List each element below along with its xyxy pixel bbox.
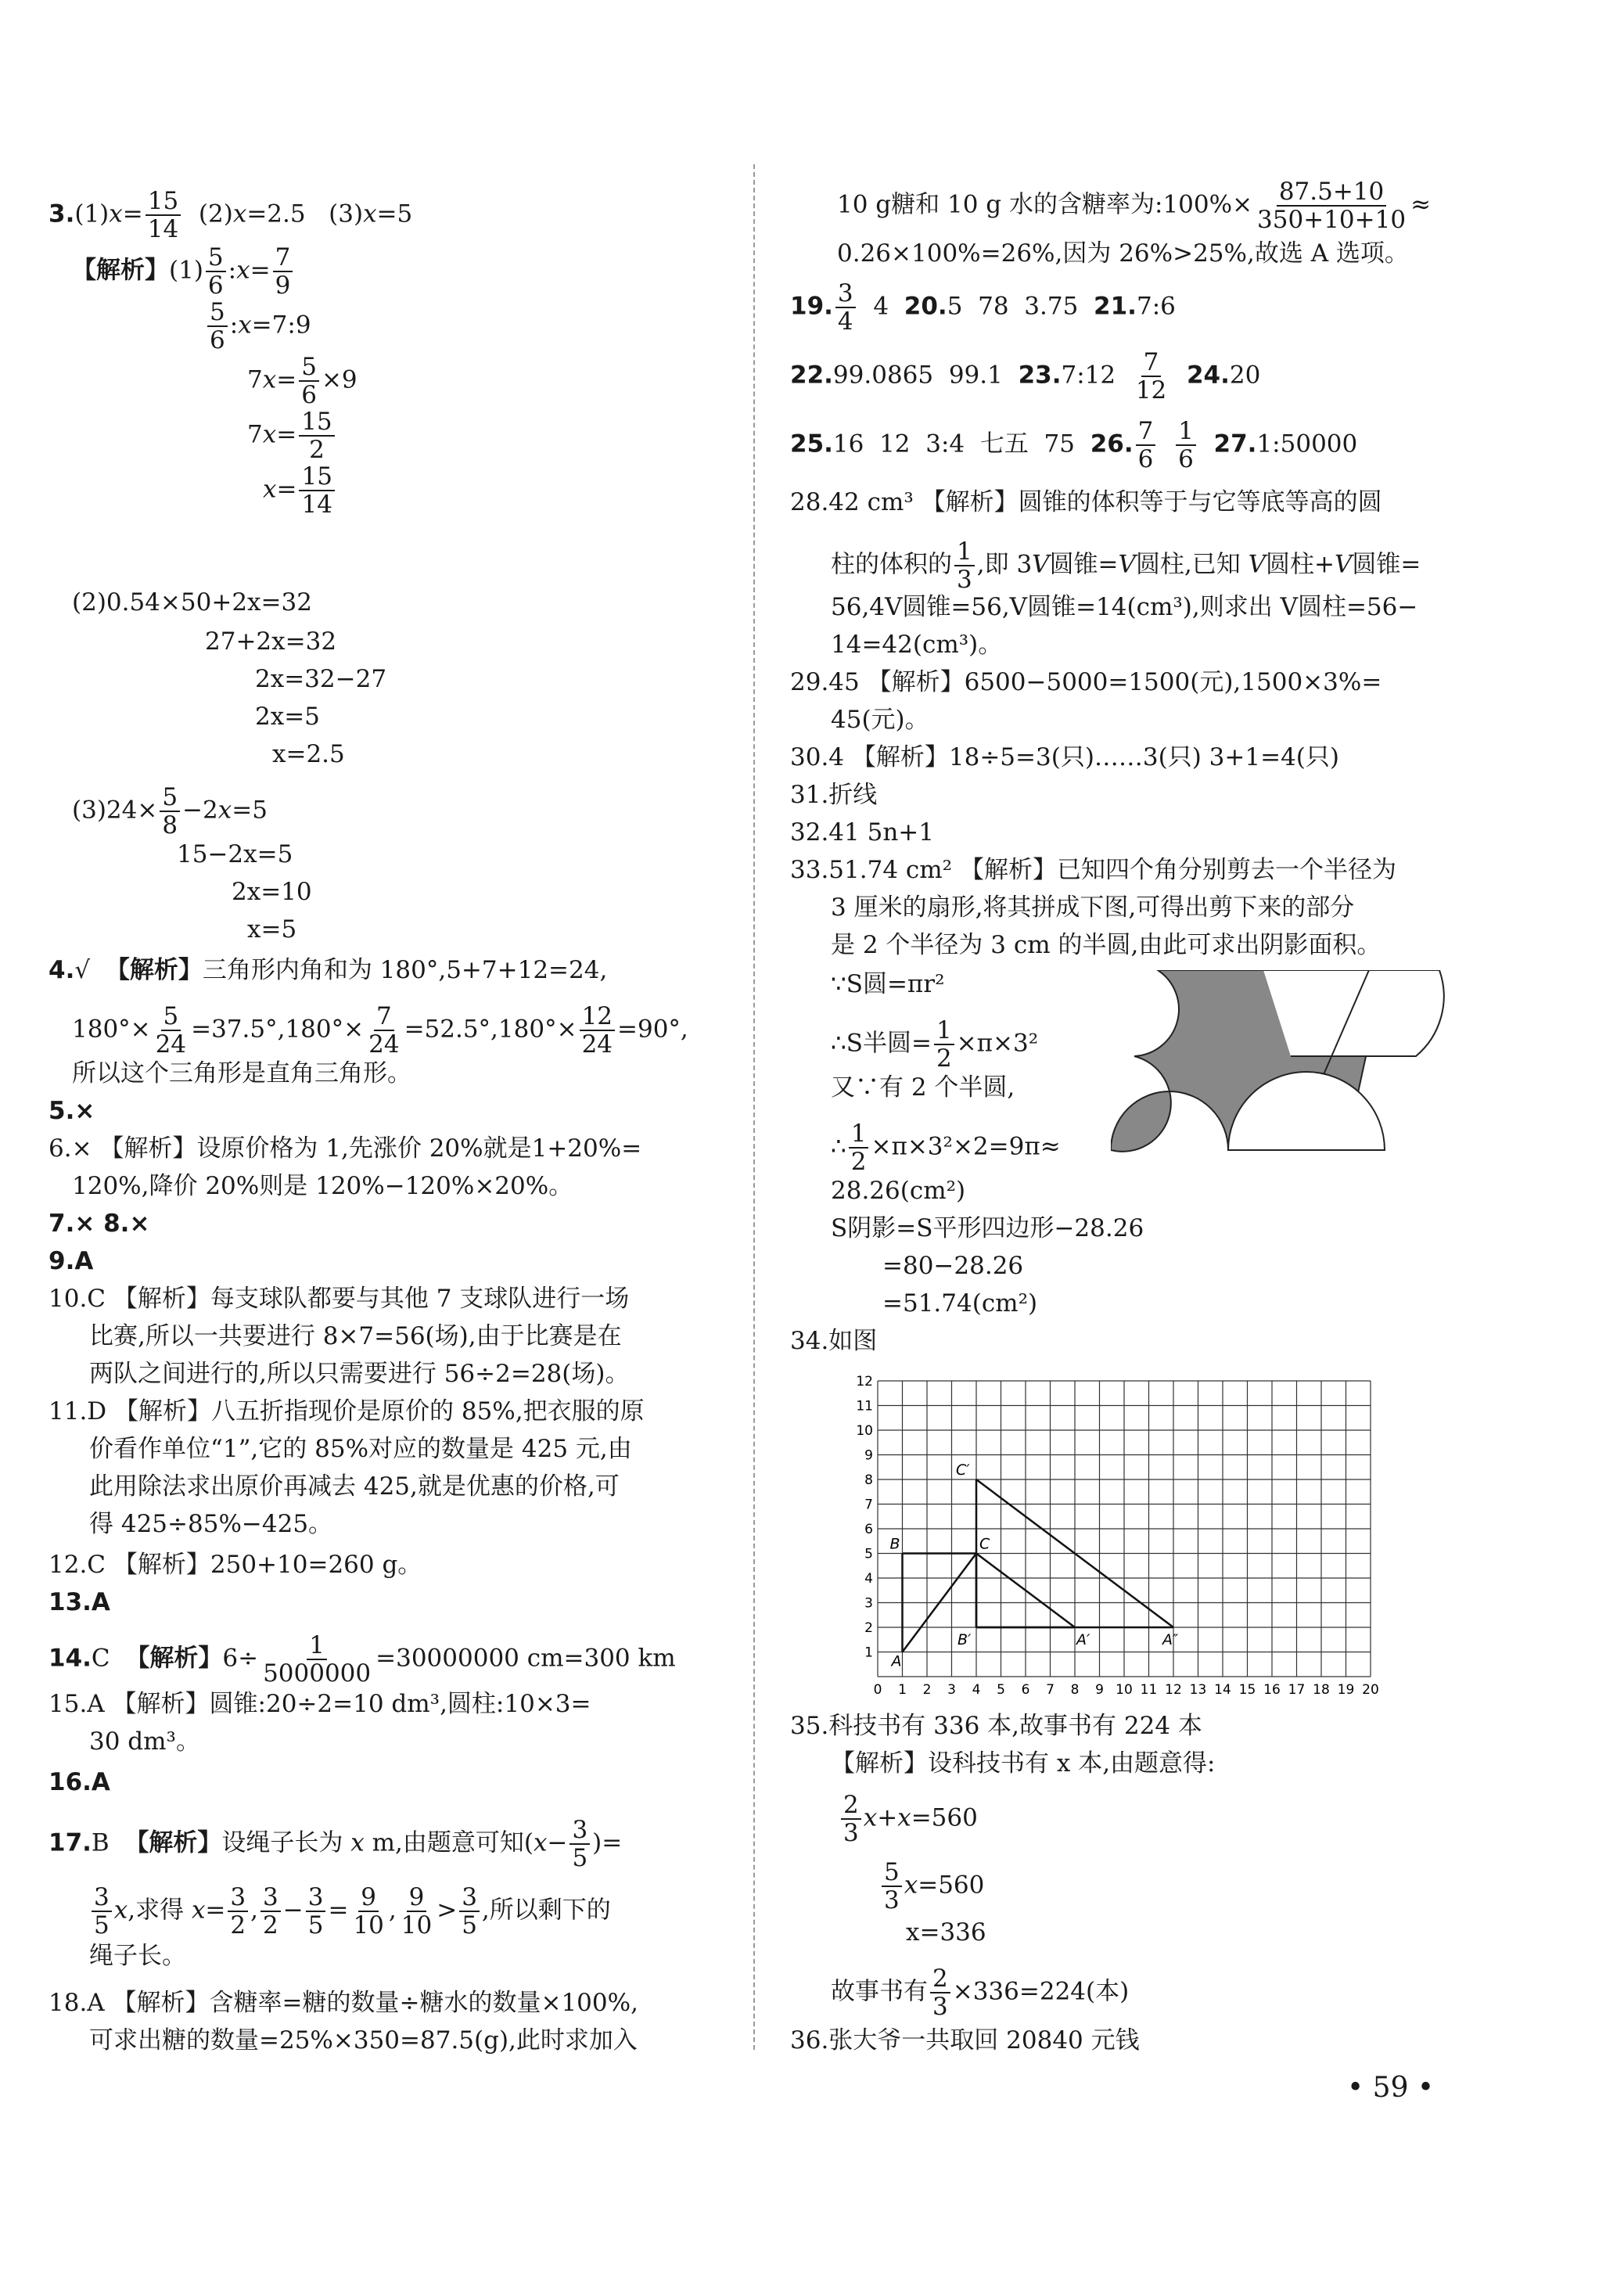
q28-line1: 28.42 cm³ 【解析】圆锥的体积等于与它等底等高的圆 [790,488,1382,516]
q10-line3: 两队之间进行的,所以只需要进行 56÷2=28(场)。 [89,1360,630,1388]
q32: 32.41 5n+1 [790,818,934,847]
q15-line1: 15.A 【解析】圆锥:20÷2=10 dm³,圆柱:10×3= [49,1690,591,1718]
point-label: A″ [1162,1631,1179,1648]
q29-line1: 29.45 【解析】6500−5000=1500(元),1500×3%= [790,668,1382,696]
q3-jiexi: 【解析】(1) $\frac{5}{6}$ :x= $\frac{7}{9}$ [72,244,295,299]
x-tick-label: 7 [1046,1682,1055,1698]
x-tick-label: 14 [1214,1682,1231,1698]
q33-line9: S阴影=S平形四边形−28.26 [831,1214,1144,1242]
q35-line1: 35.科技书有 336 本,故事书有 224 本 [790,1712,1202,1740]
q3-step1: $\frac{5}{6}$ :x=7:9 [205,299,311,354]
x-tick-label: 19 [1337,1682,1355,1698]
q3-p3-line3: 2x=10 [232,878,312,906]
x-tick-label: 9 [1095,1682,1104,1698]
q3-p2-line3: 2x=32−27 [255,665,387,693]
x-tick-label: 18 [1313,1682,1330,1698]
q5: 5.× [49,1097,95,1125]
q33-shaded-figure [1111,970,1455,1197]
y-tick-label: 6 [864,1522,873,1537]
q35-line6: 故事书有 $\frac{2}{3}$ ×336=224(本) [831,1965,1130,2021]
q28-line4: 14=42(cm³)。 [831,631,1003,659]
x-tick-label: 8 [1070,1682,1080,1698]
x-tick-label: 6 [1021,1682,1030,1698]
q3-p2-line4: 2x=5 [255,703,320,731]
q3-p3-line1: (3)24× $\frac{5}{8}$ −2x=5 [72,783,268,839]
q22-24: 22.99.0865 99.1 23.7:12 $\frac{7}{12}$ 24.20 [790,348,1261,404]
x-tick-label: 20 [1362,1682,1379,1698]
point-label: A [891,1652,902,1670]
q16: 16.A [49,1768,110,1796]
q34: 34.如图 [790,1327,878,1355]
q3-p3-line2: 15−2x=5 [177,840,293,868]
x-tick-label: 2 [922,1682,932,1698]
q18-line1: 18.A 【解析】含糖率=糖的数量÷糖水的数量×100%, [49,1989,638,2017]
q9: 9.A [49,1247,94,1275]
q3-p3-line4: x=5 [247,915,297,944]
x-tick-label: 10 [1116,1682,1133,1698]
q33-line4: ∵S圆=πr² [831,970,945,998]
y-tick-label: 1 [864,1645,873,1661]
q3-p2-line1: (2)0.54×50+2x=32 [72,588,312,617]
q13: 13.A [49,1588,110,1616]
q15-line2: 30 dm³。 [89,1727,200,1756]
point-label: C [979,1535,990,1553]
q17-line3: 绳子长。 [89,1942,186,1970]
q29-line2: 45(元)。 [831,706,929,734]
column-divider [753,164,755,2050]
q35-line4: $\frac{5}{3}$ x=560 [879,1859,984,1914]
q28-line3: 56,4V圆锥=56,V圆锥=14(cm³),则求出 V圆柱=56− [831,593,1418,621]
top-semicircle [1263,970,1444,1056]
q25-27: 25.16 12 3:4 七五 75 26. $\frac{7}{6}$ $\frac{1}{6}$ 27.1:50000 [790,417,1358,473]
q33-line7: ∴ $\frac{1}{2}$ ×π×3²×2=9π≈ [831,1120,1061,1176]
q17-line1: 17.B 【解析】设绳子长为 x m,由题意可知(x− $\frac{3}{5}$ )= [49,1816,623,1872]
q33-line3: 是 2 个半径为 3 cm 的半圆,由此可求出阴影面积。 [831,931,1381,959]
q30: 30.4 【解析】18÷5=3(只)……3(只) 3+1=4(只) [790,743,1339,771]
point-label: B [889,1535,900,1553]
y-tick-label: 3 [864,1595,873,1612]
point-label: C′ [956,1461,970,1479]
q3-step4: x= $\frac{15}{14}$ [263,463,337,518]
q33-line1: 33.51.74 cm² 【解析】已知四个角分别剪去一个半径为 [790,856,1396,884]
q33-line8: 28.26(cm²) [831,1177,966,1205]
q14: 14.C 【解析】6÷ $\frac{1}{5000000}$ =30000000 cm=300 km [49,1631,676,1688]
q4-line2: 180°× $\frac{5}{24}$ =37.5°,180°× $\frac{7}{24}$ =52.5°,180°× $\frac{12}{24}$ =90°, [72,1002,688,1059]
x-tick-label: 12 [1165,1682,1182,1698]
y-tick-label: 12 [856,1375,873,1389]
q3-p2-line2: 27+2x=32 [205,627,337,656]
r-line1: 10 g糖和 10 g 水的含糖率为:100%× $\frac{87.5+10}{350+10+10}$ ≈ [837,178,1432,234]
q3-step3: 7x= $\frac{15}{2}$ [247,408,337,463]
q4-line1: 4.√ 【解析】三角形内角和为 180°,5+7+12=24, [49,956,608,984]
x-tick-label: 4 [972,1682,981,1698]
q35-line5: x=336 [906,1918,986,1947]
r-line2: 0.26×100%=26%,因为 26%>25%,故选 A 选项。 [837,239,1409,268]
x-tick-label: 11 [1140,1682,1158,1698]
page-number: • 59 • [1347,2072,1435,2104]
y-tick-label: 2 [864,1620,873,1636]
q18-line2: 可求出糖的数量=25%×350=87.5(g),此时求加入 [89,2026,638,2055]
y-tick-label: 7 [864,1497,873,1513]
y-tick-label: 8 [864,1472,873,1488]
y-tick-label: 10 [856,1423,873,1439]
q6-line2: 120%,降价 20%则是 120%−120%×20%。 [72,1172,573,1200]
q33-line11: =51.74(cm²) [882,1289,1038,1318]
q12: 12.C 【解析】250+10=260 g。 [49,1551,422,1579]
q3-answer: 3.(1)x= $\frac{15}{14}$ (2)x=2.5 (3)x=5 [49,187,413,243]
q33-line5: ∴S半圆= $\frac{1}{2}$ ×π×3² [831,1016,1039,1073]
x-tick-label: 16 [1263,1682,1281,1698]
q33-line6: 又∵有 2 个半圆, [831,1073,1015,1102]
q11-line4: 得 425÷85%−425。 [89,1510,333,1538]
q33-line2: 3 厘米的扇形,将其拼成下图,可得出剪下来的部分 [831,893,1355,922]
q4-line3: 所以这个三角形是直角三角形。 [72,1059,411,1087]
q35-line3: $\frac{2}{3}$ x+x=560 [839,1792,978,1846]
coordinate-grid [854,1375,1425,1704]
q11-line3: 此用除法求出原价再减去 425,就是优惠的价格,可 [89,1472,620,1501]
q36: 36.张大爷一共取回 20840 元钱 [790,2026,1140,2055]
q3-step2: 7x= $\frac{5}{6}$ ×9 [247,353,357,409]
q11-line2: 价看作单位“1”,它的 85%对应的数量是 425 元,由 [89,1435,632,1463]
q19-21: 19. $\frac{3}{4}$ 4 20.5 78 3.75 21.7:6 [790,279,1176,336]
q35-line2: 【解析】设科技书有 x 本,由题意得: [831,1749,1216,1778]
x-tick-label: 3 [947,1682,956,1698]
q33-line10: =80−28.26 [882,1252,1024,1280]
x-tick-label: 17 [1288,1682,1306,1698]
q10-line2: 比赛,所以一共要进行 8×7=56(场),由于比赛是在 [89,1322,622,1350]
x-tick-label: 13 [1189,1682,1207,1698]
q6-line1: 6.× 【解析】设原价格为 1,先涨价 20%就是1+20%= [49,1134,642,1163]
q31: 31.折线 [790,781,878,809]
q28-line2: 柱的体积的 $\frac{1}{3}$ ,即 3V圆锥=V圆柱,已知 V圆柱+V圆锥= [831,537,1421,594]
q10-line1: 10.C 【解析】每支球队都要与其他 7 支球队进行一场 [49,1285,630,1313]
point-label: A′ [1076,1631,1090,1648]
q17-line2: $\frac{3}{5}$ x,求得 x= $\frac{3}{2}$ , $\frac{3}{2}$ − $\frac{3}{5}$ = $\frac{9}{10}$ , $\frac{9}{10}$ > $\frac{3}{5}$ ,所以剩下的 [89,1884,611,1939]
y-tick-label: 4 [864,1571,873,1587]
point-label: B′ [958,1631,972,1648]
y-tick-label: 11 [856,1398,873,1415]
y-tick-label: 5 [864,1546,873,1562]
y-tick-label: 9 [864,1447,873,1464]
x-tick-label: 1 [898,1682,907,1698]
q3-p2-line5: x=2.5 [272,740,345,768]
x-tick-label: 15 [1238,1682,1256,1698]
q7-8: 7.× 8.× [49,1210,150,1238]
x-tick-label: 0 [873,1682,882,1698]
x-tick-label: 5 [997,1682,1005,1698]
q11-line1: 11.D 【解析】八五折指现价是原价的 85%,把衣服的原 [49,1397,645,1425]
